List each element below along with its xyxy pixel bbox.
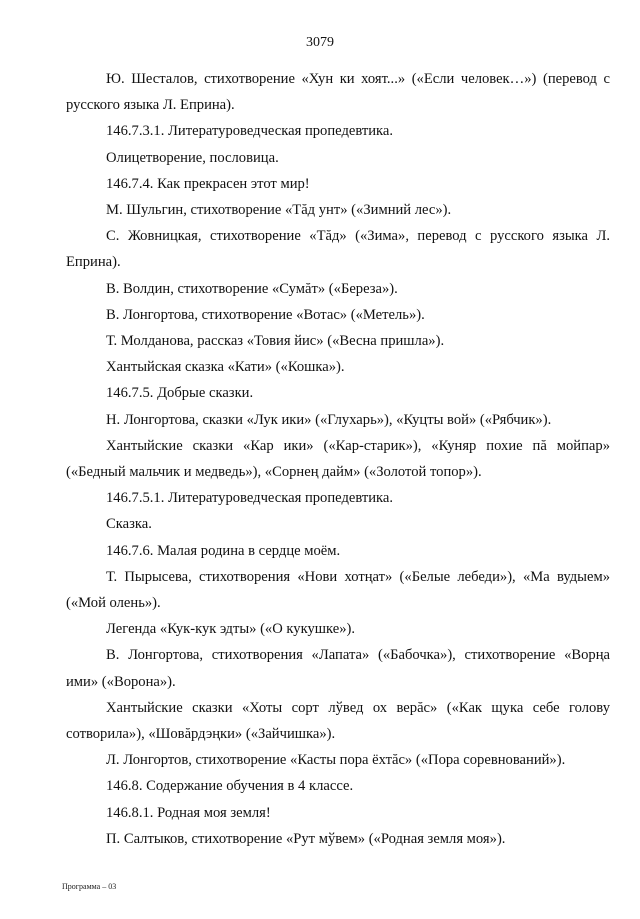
paragraph: Легенда «Кук-кук эдты» («О кукушке»).	[106, 621, 356, 638]
paragraph: Л. Лонгортов, стихотворение «Касты пора ёхтăс» («Пора соревнований»).	[106, 752, 566, 769]
paragraph: Т. Молданова, рассказ «Товия йис» («Весна пришла»).	[106, 333, 445, 350]
paragraph: Ю. Шесталов, стихотворение «Хун ки хоят...» («Если человек…») (перевод с русского языка Л. Еприна).	[66, 71, 610, 114]
paragraph: М. Шульгин, стихотворение «Тăд унт» («Зимний лес»).	[106, 202, 452, 219]
page-number: 3079	[306, 35, 334, 50]
paragraph: В. Лонгортова, стихотворения «Лапата» («Бабочка»), стихотворение «Ворңа ими» («Ворона»).	[66, 647, 610, 690]
section-heading: 146.7.5.1. Литературоведческая пропедевтика.	[106, 490, 394, 507]
paragraph: Олицетворение, пословица.	[106, 149, 279, 166]
paragraph: Хантыйская сказка «Кати» («Кошка»).	[106, 359, 345, 376]
page-footer: Программа – 03	[62, 882, 117, 891]
paragraph: Т. Пырысева, стихотворения «Нови хотңат» («Белые лебеди»), «Ма вудыем» («Мой олень»).	[66, 568, 610, 612]
section-heading: 146.7.4. Как прекрасен этот мир!	[106, 175, 310, 192]
paragraph: С. Жовницкая, стихотворение «Тăд» («Зима», перевод с русского языка Л. Еприна).	[66, 228, 610, 271]
paragraph: П. Салтыков, стихотворение «Рут мўвем» («Родная земля моя»).	[106, 830, 506, 847]
section-heading: 146.7.6. Малая родина в сердце моём.	[106, 542, 341, 559]
paragraph: В. Лонгортова, стихотворение «Вотас» («Метель»).	[106, 306, 425, 323]
paragraph: Н. Лонгортова, сказки «Лук ики» («Глухарь»), «Куцты вой» («Рябчик»).	[106, 411, 552, 428]
section-heading: 146.7.5. Добрые сказки.	[106, 385, 254, 402]
paragraph: Хантыйские сказки «Кар ики» («Кар-старик»), «Куняр похие пă мойпар» («Бедный мальчик и медведь»), «Сорнең дайм» («Золотой топор»).	[66, 437, 610, 481]
section-heading: 146.8. Содержание обучения в 4 классе.	[106, 778, 354, 795]
paragraph: В. Волдин, стихотворение «Сумăт» («Береза»).	[106, 280, 398, 297]
document-body	[66, 66, 610, 852]
paragraph: Хантыйские сказки «Хоты сорт лўвед ох верăс» («Как щука себе голову сотворила»), «Шовăрдэңки» («Зайчишка»).	[66, 699, 610, 743]
paragraph: Сказка.	[106, 516, 152, 533]
section-heading: 146.7.3.1. Литературоведческая пропедевтика.	[106, 123, 394, 140]
section-heading: 146.8.1. Родная моя земля!	[106, 804, 271, 821]
